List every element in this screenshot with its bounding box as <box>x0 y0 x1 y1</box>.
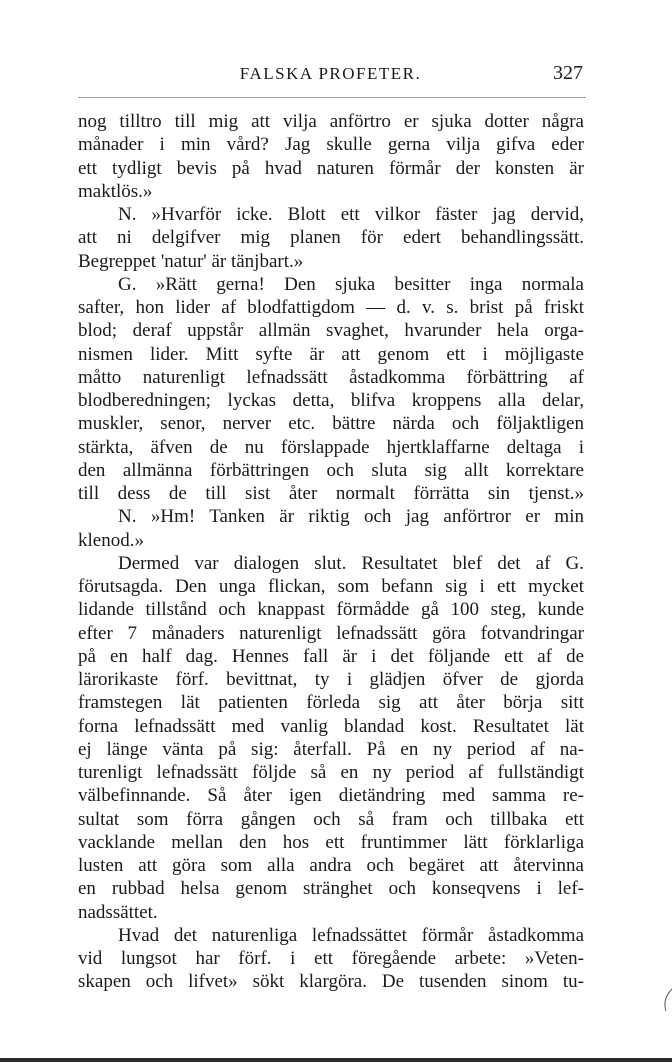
text-line: vacklande mellan den hos ett fruntimmer lätt förklarliga <box>78 831 584 853</box>
text-line: lusten att göra som alla andra och begäret att återvinna <box>78 855 584 876</box>
text-line: nismen lider. Mitt syfte är att genom ett i möjligaste <box>78 343 584 365</box>
text-line: till dess de till sist åter normalt förrätta sin tjenst.» <box>78 483 584 504</box>
running-head <box>78 62 583 90</box>
text-line: Dermed var dialogen slut. Resultatet blef det af G. <box>118 552 584 574</box>
text-line: måtto naturenligt lefnadssätt åstadkomma förbättring af <box>78 366 584 388</box>
text-line: den allmänna förbättringen och sluta sig allt korrektare <box>78 459 584 481</box>
page-edge-mark <box>632 985 672 1015</box>
text-line: nog tilltro till mig att vilja anförtro er sjuka dotter några <box>78 111 584 132</box>
text-line: G. »Rätt gerna! Den sjuka besitter inga normala <box>118 273 584 295</box>
text-line: framstegen lät patienten förleda sig att åter börja sitt <box>78 692 584 714</box>
text-line: forna lefnadssätt med vanlig blandad kost. Resultatet lät <box>78 715 584 737</box>
text-line: muskler, senor, nerver etc. bättre närda och följaktligen <box>78 413 584 435</box>
text-line: lidande tillstånd och knappast förmådde gå 100 steg, kunde <box>78 599 584 621</box>
text-line: en rubbad helsa genom stränghet och konseqvens i lef- <box>78 878 584 900</box>
text-line: skapen och lifvet» sökt klargöra. De tusenden sinom tu- <box>78 971 584 993</box>
text-line: efter 7 månaders naturenligt lefnadssätt göra fotvandringar <box>78 622 584 644</box>
text-line: förutsagda. Den unga flickan, som befann sig i ett mycket <box>78 576 584 597</box>
text-line: välbefinnande. Så åter igen dietändring med samma re- <box>78 785 584 807</box>
text-line: safter, hon lider af blodfattigdom — d. v. s. brist på friskt <box>78 297 584 318</box>
page-bottom-edge <box>0 1058 672 1062</box>
text-line: sultat som förra gången och så fram och tillbaka ett <box>78 808 584 830</box>
text-line: ett tydligt bevis på hvad naturen förmår der konsten är <box>78 157 584 179</box>
text-line: på en half dag. Hennes fall är i det följande ett af de <box>78 645 584 667</box>
text-line: lärorikaste förf. bevittnat, ty i glädjen öfver de gjorda <box>78 669 584 690</box>
text-line: klenod.» <box>78 529 144 551</box>
text-line: blod; deraf uppstår allmän svaghet, hvarunder hela orga- <box>78 320 584 342</box>
text-line: blodberedningen; lyckas detta, blifva kroppens alla delar, <box>78 390 584 411</box>
text-line: vid lungsot har förf. i ett föregående arbete: »Veten- <box>78 948 584 969</box>
text-line: stärkta, äfven de nu förslappade hjertklaffarne deltaga i <box>78 436 584 458</box>
text-line: månader i min vård? Jag skulle gerna vilja gifva eder <box>78 134 584 156</box>
text-line: Hvad det naturenliga lefnadssättet förmår åstadkomma <box>118 924 584 946</box>
body-text <box>78 110 584 994</box>
text-line: maktlös.» <box>78 180 153 202</box>
text-line: N. »Hvarför icke. Blott ett vilkor fäster jag dervid, <box>118 204 584 225</box>
text-line: N. »Hm! Tanken är riktig och jag anförtror er min <box>118 506 584 528</box>
text-line: turenligt lefnadssätt följde så en ny period af fullständigt <box>78 762 584 783</box>
text-line: att ni delgifver mig planen för edert behandlingssätt. <box>78 227 584 249</box>
text-line: nadssättet. <box>78 901 158 923</box>
header-rule <box>78 97 586 98</box>
text-line: Begreppet 'natur' är tänjbart.» <box>78 250 304 272</box>
text-line: ej länge vänta på sig: återfall. På en ny period af na- <box>78 738 584 760</box>
running-title: FALSKA PROFETER. <box>239 64 422 83</box>
page-number: 327 <box>553 62 583 84</box>
